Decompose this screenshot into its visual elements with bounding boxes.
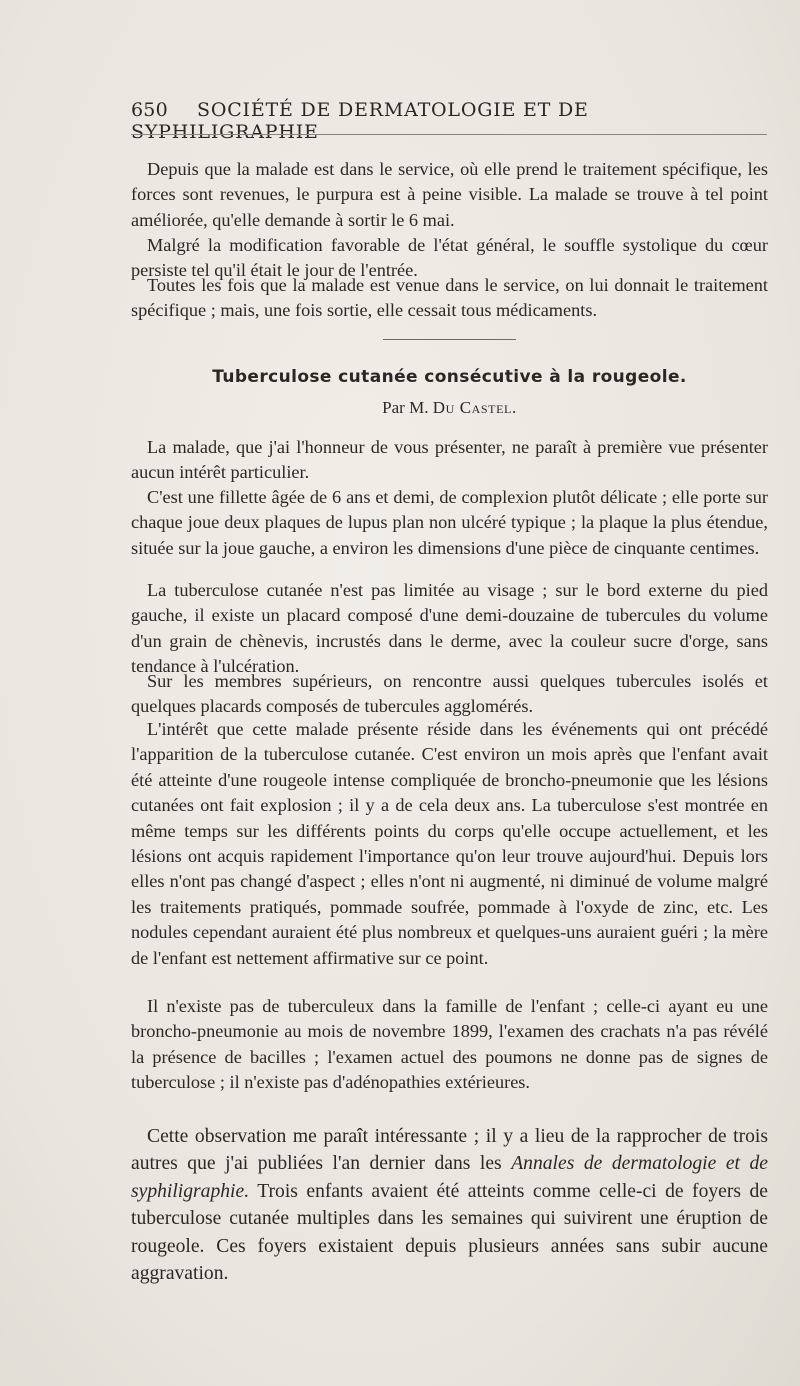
article-author <box>131 398 768 418</box>
running-title: SOCIÉTÉ DE DERMATOLOGIE ET DE SYPHILIGRAPHIE <box>131 99 589 143</box>
page-header <box>131 99 767 143</box>
header-rule <box>131 134 767 135</box>
intro-paragraph-3: Toutes les fois que la malade est venue dans le service, on lui donnait le traitement spécifique ; mais, une fois sortie, elle cessait tous médicaments. <box>131 275 768 321</box>
author-name: Du Castel. <box>432 398 517 417</box>
body-paragraph-6: Il n'existe pas de tuberculeux dans la famille de l'enfant ; celle-ci ayant eu une broncho-pneumonie au mois de novembre 1899, l'examen des crachats n'a pas révélé la présence de bacilles ; l'examen actuel des poumons ne donne pas de signes de tuberculose ; il n'existe pas d'adénopathies extérieures. <box>131 996 768 1093</box>
journal-title: Annales de dermatologie et de syphiligraphie. <box>131 1153 768 1202</box>
article-title: Tuberculose cutanée consécutive à la rougeole. <box>212 367 687 387</box>
page-number: 650 <box>131 99 168 121</box>
body-paragraph-1: La malade, que j'ai l'honneur de vous présenter, ne paraît à première vue présenter aucun intérêt particulier. <box>131 437 768 483</box>
intro-paragraph-1: Depuis que la malade est dans le service, où elle prend le traitement spécifique, les forces sont revenues, le purpura est à peine visible. La malade se trouve à tel point améliorée, qu'elle demande à sortir le 6 mai. <box>131 159 768 230</box>
body-paragraph-5: L'intérêt que cette malade présente réside dans les événements qui ont précédé l'apparition de la tuberculose cutanée. C'est environ un mois après que l'enfant avait été atteinte d'une rougeole intense compliquée de broncho-pneumonie que les lésions cutanées ont fait explosion ; il y a de cela deux ans. La tuberculose s'est montrée en même temps sur les différents points du corps qu'elle occupe actuellement, et les lésions ont acquis rapidement l'importance qu'on leur trouve aujourd'hui. Depuis lors elles n'ont pas changé d'aspect ; elles n'ont ni augmenté, ni diminué de volume malgré les traitements pratiqués, pommade soufrée, pommade à l'oxyde de zinc, etc. Les nodules cependant auraient été plus nombreux et quelques-uns auraient guéri ; la mère de l'enfant est nettement affirmative sur ce point. <box>131 719 768 968</box>
body-paragraph-2: C'est une fillette âgée de 6 ans et demi, de complexion plutôt délicate ; elle porte sur chaque joue deux plaques de lupus plan non ulcéré typique ; la plaque la plus étendue, située sur la joue gauche, a environ les dimensions d'une pièce de cinquante centimes. <box>131 487 768 558</box>
intro-paragraph-2: Malgré la modification favorable de l'état général, le souffle systolique du cœur persiste tel qu'il était le jour de l'entrée. <box>131 235 768 281</box>
section-separator <box>383 339 516 340</box>
author-prefix: Par M. <box>382 398 429 417</box>
closing-paragraph <box>131 1123 768 1287</box>
body-paragraph-3: La tuberculose cutanée n'est pas limitée au visage ; sur le bord externe du pied gauche, il existe un placard composé d'une demi-douzaine de tubercules du volume d'un grain de chènevis, incrustés dans le derme, avec la couleur sucre d'orge, sans tendance à l'ulcération. <box>131 580 768 677</box>
body-paragraph-4: Sur les membres supérieurs, on rencontre aussi quelques tubercules isolés et quelques placards composés de tubercules agglomérés. <box>131 671 768 717</box>
closing-text-start: Cette observation me paraît intéressante ; il y a lieu de la rapprocher de trois autres que j'ai publiées l'an dernier dans les <box>131 1126 768 1175</box>
closing-text-end: Trois enfants avaient été atteints comme celle-ci de foyers de tuberculose cutanée multiples dans les semaines qui suivirent une éruption de rougeole. Ces foyers existaient depuis plusieurs années sans subir aucune aggravation. <box>131 1180 768 1285</box>
